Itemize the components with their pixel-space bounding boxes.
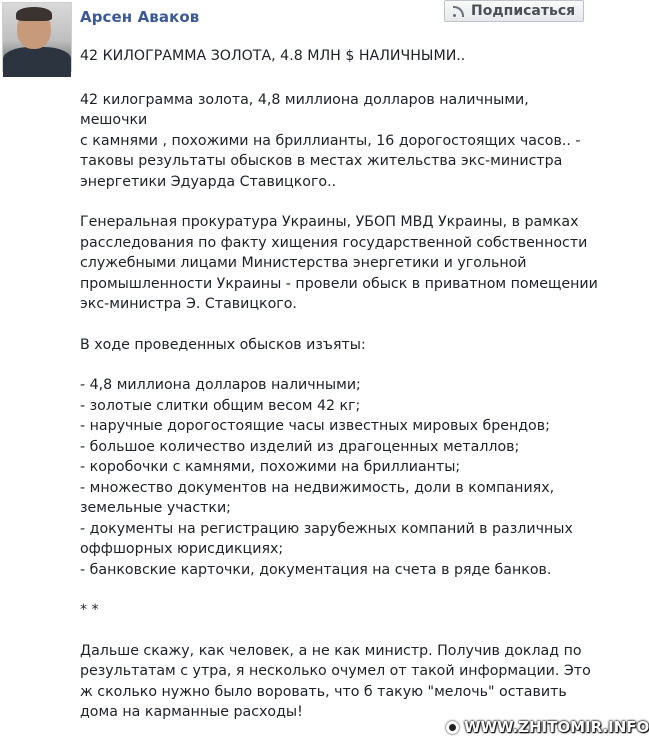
subscribe-button-label: Подписаться [471, 3, 576, 19]
list-item: - коробочки с камнями, похожими на бриллианты; [80, 459, 461, 475]
post-separator: * * [80, 602, 99, 618]
post-paragraph-1: 42 килограмма золота, 4,8 миллиона долларов наличными, мешочки с камнями , похожими на бриллианты, 16 дорогостоящих часов.. - таковы результаты обысков в местах жительства экс-министра энергетики Эдуарда Ставицкого.. [80, 91, 581, 190]
list-item: - множество документов на недвижимость, доли в компаниях, земельные участки; [80, 479, 555, 516]
camera-icon [446, 721, 459, 734]
post-content [80, 46, 600, 743]
author-name-link[interactable]: Арсен Аваков [80, 8, 200, 26]
post-paragraph-2: Генеральная прокуратура Украины, УБОП МВД Украины, в рамках расследования по факту хищения государственной собственности служебными лицами Министерства энергетики и угольной промышленности Украины - провели обыск в приватном помещении экс-министра Э. Ставицкого. [80, 214, 598, 312]
author-avatar[interactable] [2, 2, 72, 72]
rss-icon [453, 5, 465, 17]
avatar-body-shape [3, 47, 71, 77]
avatar-hair-shape [16, 7, 52, 21]
post-headline: 42 КИЛОГРАММА ЗОЛОТА, 4.8 МЛН $ НАЛИЧНЫМИ.. [80, 48, 466, 64]
watermark-text: WWW.ZHITOMIR.INFO [464, 718, 649, 736]
site-watermark [446, 718, 649, 736]
subscribe-button[interactable] [444, 0, 584, 22]
list-item: - документы на регистрацию зарубежных компаний в различных оффшорных юрисдикциях; [80, 520, 573, 557]
post-paragraph-4: Дальше скажу, как человек, а не как министр. Получив доклад по результатам с утра, я несколько очумел от такой информации. Это ж сколько нужно было воровать, что б такую "мелочь" оставить дома на карманные расходы! [80, 642, 591, 720]
list-item: - большое количество изделий из драгоценных металлов; [80, 438, 520, 455]
post-paragraph-3: В ходе проведенных обысков изъяты: [80, 336, 366, 353]
list-item: - золотые слитки общим весом 42 кг; [80, 397, 361, 414]
list-item: - банковские карточки, документация на счета в ряде банков. [80, 561, 552, 578]
seized-items-list [80, 375, 600, 580]
list-item: - наручные дорогостоящие часы известных мировых брендов; [80, 418, 550, 434]
list-item: - 4,8 миллиона долларов наличными; [80, 377, 361, 393]
